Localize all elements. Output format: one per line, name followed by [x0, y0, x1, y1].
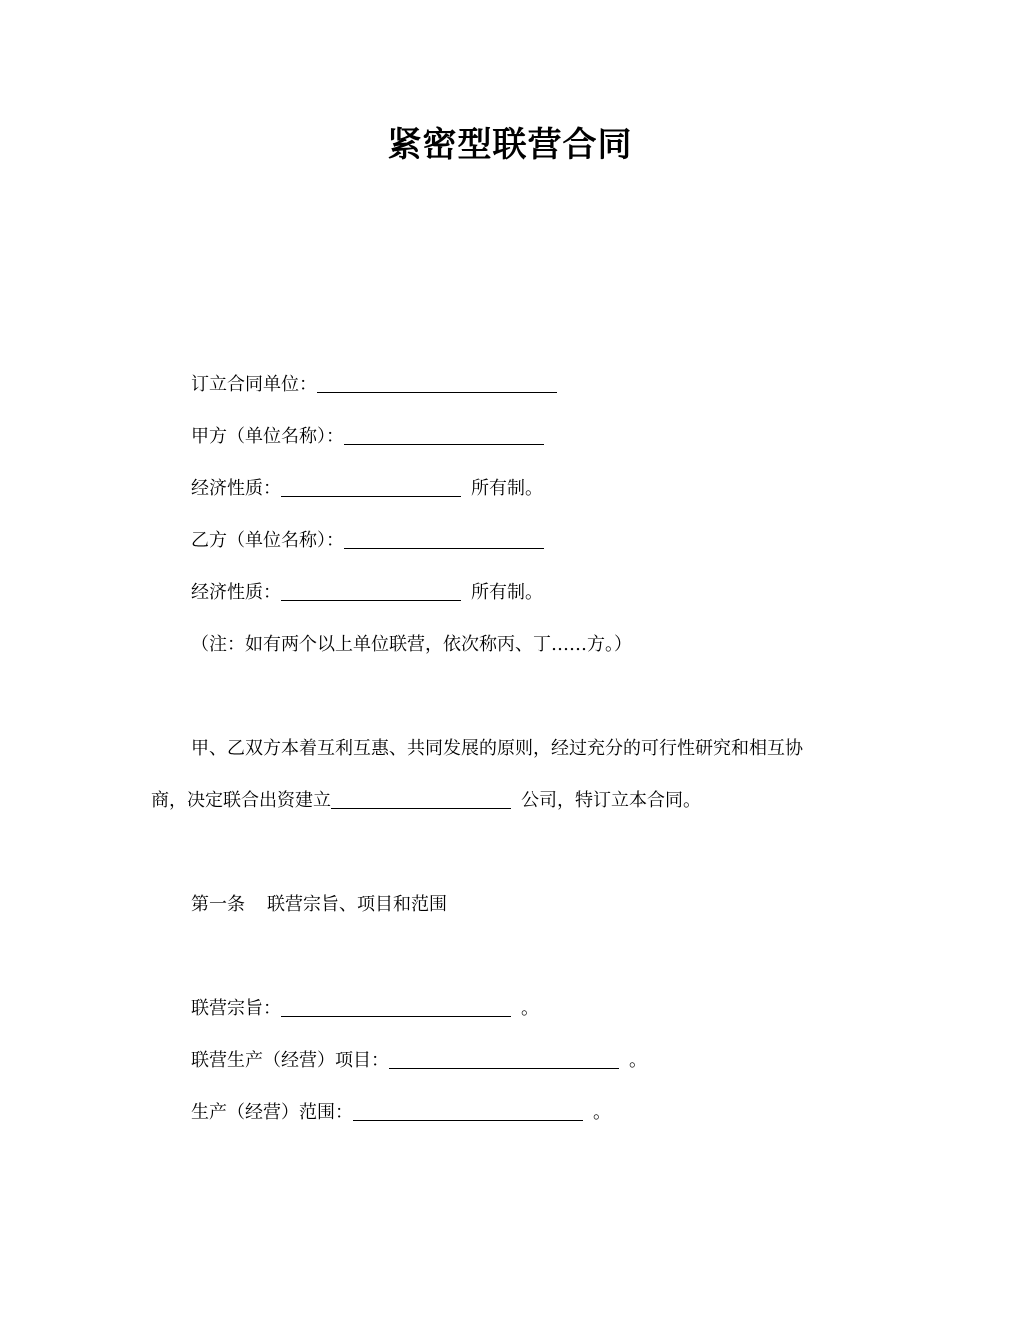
project-field[interactable] [389, 1050, 619, 1069]
scope-line [191, 1101, 611, 1125]
article-1-heading [191, 893, 447, 917]
article-1-title: 联营宗旨、项目和范围 [267, 894, 447, 915]
article-1-number: 第一条 [191, 894, 245, 915]
party-a-line [191, 425, 544, 449]
party-a-nature-label: 经济性质： [191, 478, 281, 499]
parties-note: （注：如有两个以上单位联营，依次称丙、丁……方。） [191, 634, 632, 655]
party-a-nature-line [191, 477, 543, 501]
signing-unit-line [191, 373, 557, 397]
party-b-label: 乙方（单位名称）： [191, 530, 344, 551]
purpose-suffix: 。 [521, 998, 539, 1019]
party-b-name-field[interactable] [344, 530, 544, 549]
purpose-field[interactable] [281, 998, 511, 1017]
project-label: 联营生产（经营）项目： [191, 1050, 389, 1071]
scope-label: 生产（经营）范围： [191, 1102, 353, 1123]
party-a-label: 甲方（单位名称）： [191, 426, 344, 447]
signing-unit-label: 订立合同单位： [191, 374, 317, 395]
party-b-nature-label: 经济性质： [191, 582, 281, 603]
project-line [191, 1049, 647, 1073]
party-b-nature-field[interactable] [281, 582, 461, 601]
signing-unit-field[interactable] [317, 374, 557, 393]
party-a-nature-suffix: 所有制。 [471, 478, 543, 499]
scope-suffix: 。 [593, 1102, 611, 1123]
purpose-line [191, 997, 539, 1021]
party-b-line [191, 529, 544, 553]
page-title: 紧密型联营合同 [387, 125, 633, 165]
scope-field[interactable] [353, 1102, 583, 1121]
preamble-suffix: 公司，特订立本合同。 [521, 790, 701, 811]
party-a-nature-field[interactable] [281, 478, 461, 497]
project-suffix: 。 [629, 1050, 647, 1071]
party-a-name-field[interactable] [344, 426, 544, 445]
preamble-line-2 [151, 789, 701, 813]
party-b-nature-line [191, 581, 543, 605]
preamble-line-1: 甲、乙双方本着互利互惠、共同发展的原则，经过充分的可行性研究和相互协 [191, 738, 803, 759]
purpose-label: 联营宗旨： [191, 998, 281, 1019]
party-b-nature-suffix: 所有制。 [471, 582, 543, 603]
company-name-field[interactable] [331, 790, 511, 809]
preamble-prefix: 商，决定联合出资建立 [151, 790, 331, 811]
